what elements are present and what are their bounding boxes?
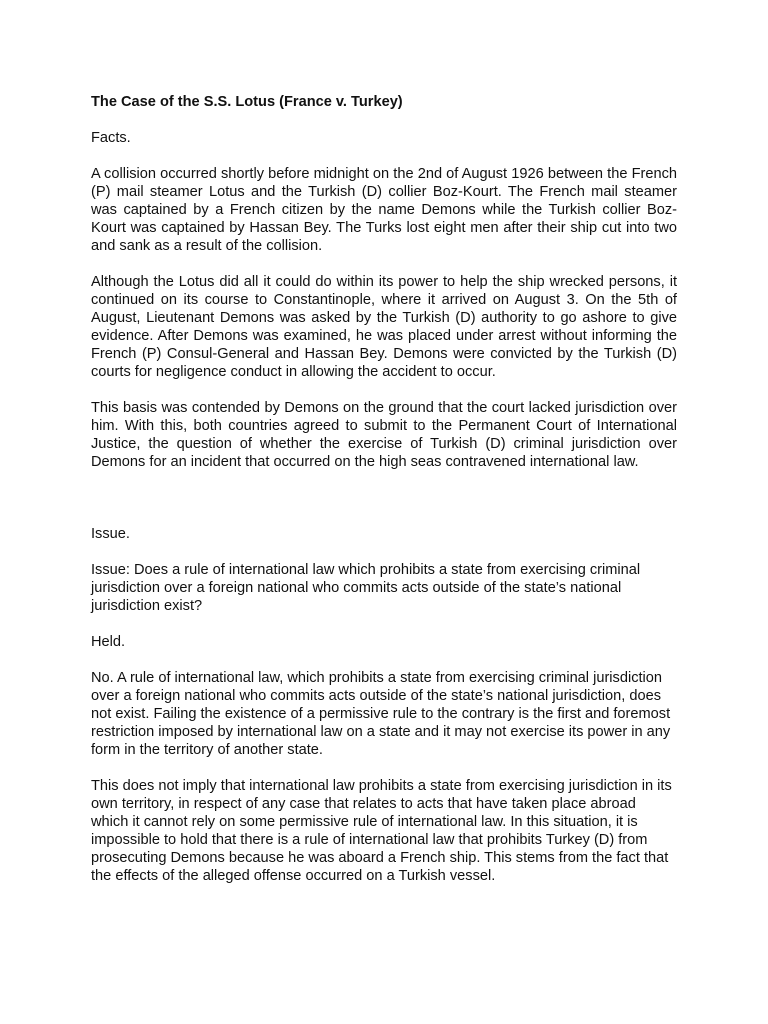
issue-heading: Issue. (91, 526, 130, 542)
section-spacer (91, 489, 677, 525)
document-body (91, 93, 677, 903)
facts-paragraph-2: Although the Lotus did all it could do within its power to help the ship wrecked persons, it continued on its course to Constantinople, where it arrived on August 3. On the 5th of August, Lieutenant Demons was asked by the Turkish (D) authority to go ashore to give evidence. After Demons was examined, he was placed under arrest without informing the French (P) Consul-General and Hassan Bey. Demons were convicted by the Turkish (D) courts for negligence conduct in allowing the accident to occur. (91, 274, 677, 380)
facts-heading: Facts. (91, 130, 131, 146)
held-heading: Held. (91, 634, 126, 650)
document-title: The Case of the S.S. Lotus (France v. Turkey) (91, 94, 403, 110)
facts-paragraph-3: This basis was contended by Demons on the ground that the court lacked jurisdiction over him. With this, both countries agreed to submit to the Permanent Court of International Justice, the question of whether the exercise of Turkish (D) criminal jurisdiction over Demons for an incident that occurred on the high seas contravened international law. (91, 400, 677, 470)
facts-paragraph-1: A collision occurred shortly before midnight on the 2nd of August 1926 between the French (P) mail steamer Lotus and the Turkish (D) collier Boz-Kourt. The French mail steamer was captained by a French citizen by the name Demons while the Turkish collier Boz-Kourt was captained by Hassan Bey. The Turks lost eight men after their ship cut into two and sank as a result of the collision. (91, 166, 677, 254)
issue-paragraph: Issue: Does a rule of international law which prohibits a state from exercising criminal jurisdiction over a foreign national who commits acts outside of the state’s national jurisdiction exist? (91, 562, 641, 614)
held-paragraph-1: No. A rule of international law, which prohibits a state from exercising criminal jurisdiction over a foreign national who commits acts outside of the state’s national jurisdiction, does not exist. Failing the existence of a permissive rule to the contrary is the first and foremost restriction imposed by international law on a state and it may not exercise its power in any form in the territory of another state. (91, 670, 671, 758)
held-paragraph-2: This does not imply that international law prohibits a state from exercising jurisdiction in its own territory, in respect of any case that relates to acts that have taken place abroad which it cannot rely on some permissive rule of international law. In this situation, it is impossible to hold that there is a rule of international law that prohibits Turkey (D) from prosecuting Demons because he was aboard a French ship. This stems from the fact that the effects of the alleged offense occurred on a Turkish vessel. (91, 778, 672, 884)
